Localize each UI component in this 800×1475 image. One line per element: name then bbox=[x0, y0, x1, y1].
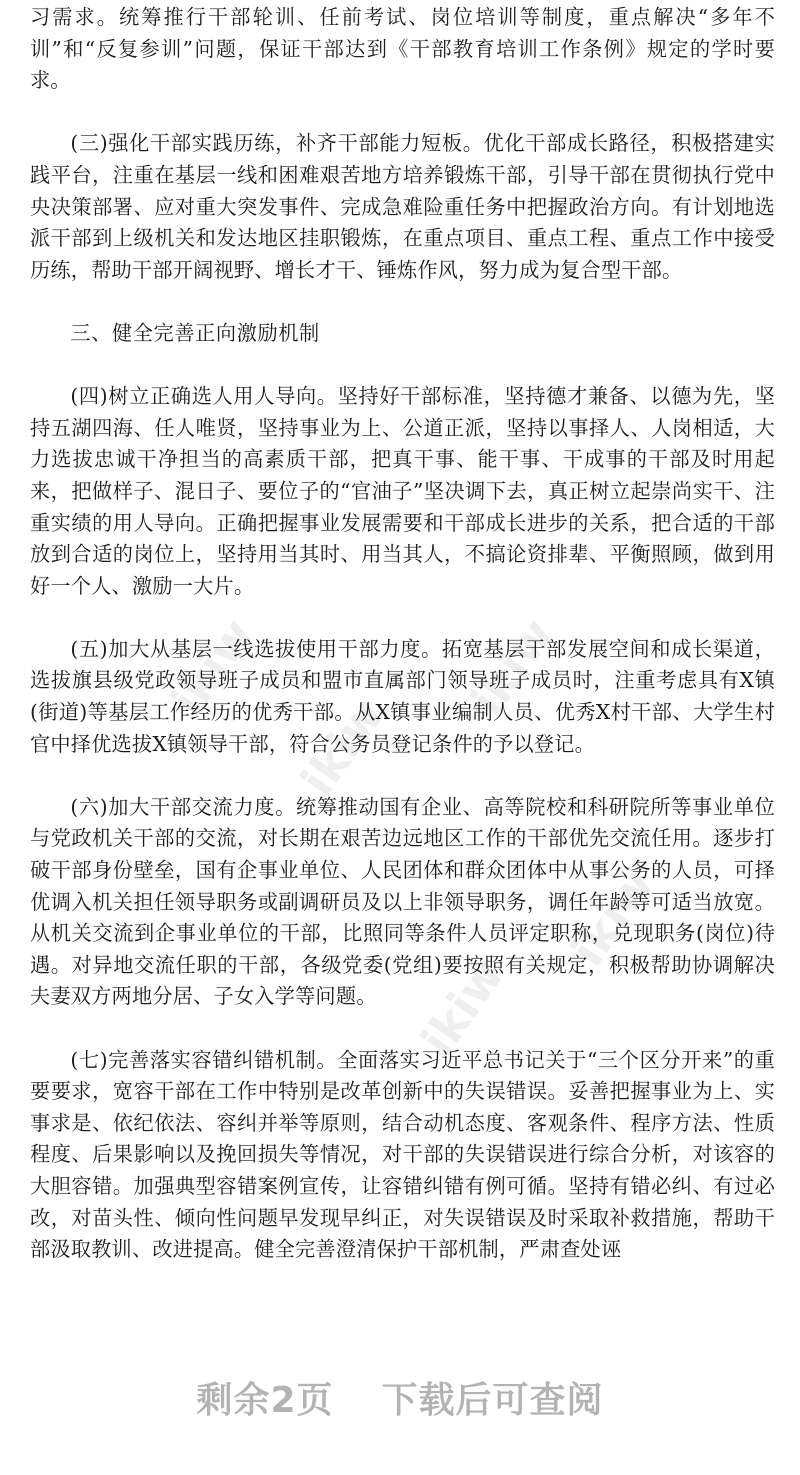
document-body bbox=[30, 0, 775, 1297]
download-prompt[interactable] bbox=[0, 1372, 800, 1423]
remaining-pages-label: 剩余2页 bbox=[196, 1380, 334, 1421]
watermark: ikiw bbox=[410, 948, 515, 1066]
paragraph-practice: (三)强化干部实践历练，补齐干部能力短板。优化干部成长路径，积极搭建实践平台，注重在基层一线和困难艰苦地方培养锻炼干部，引导干部在贯彻执行党中央决策部署、应对重大突发事件、完成急难险重任务中把握政治方向。有计划地选派干部到上级机关和发达地区挂职锻炼，在重点项目、重点工程、重点工作中接受历练，帮助干部开阔视野、增长才干、锤炼作风，努力成为复合型干部。 bbox=[30, 131, 775, 282]
paragraph-continued: 习需求。统筹推行干部轮训、任前考试、岗位培训等制度，重点解决“多年不训”和“反复参训”问题，保证干部达到《干部教育培训工作条例》规定的学时要求。 bbox=[30, 5, 775, 93]
paragraph-error-tolerance: (七)完善落实容错纠错机制。全面落实习近平总书记关于“三个区分开来”的重要要求，宽容干部在工作中特别是改革创新中的失误错误。妥善把握事业为上、实事求是、依纪依法、容纠并举等原则，结合动机态度、客观条件、程序方法、性质程度、后果影响以及挽回损失等情况，对干部的失误错误进行综合分析，对该容的大胆容错。加强典型容错案例宣传，让容错纠错有例可循。坚持有错必纠、有过必改，对苗头性、倾向性问题早发现早纠正，对失误错误及时采取补救措施，帮助干部汲取教训、改进提高。健全完善澄清保护干部机制，严肃查处诬 bbox=[30, 1047, 775, 1262]
watermark: ikiw bbox=[160, 608, 265, 726]
watermark: ikiw bbox=[290, 688, 395, 806]
watermark: ikiw bbox=[460, 608, 565, 726]
watermark: ikiw bbox=[560, 858, 665, 976]
section-heading: 三、健全完善正向激励机制 bbox=[70, 320, 320, 345]
paragraph-grassroots: (五)加大从基层一线选拔使用干部力度。拓宽基层干部发展空间和成长渠道，选拔旗县级党政领导班子成员和盟市直属部门领导班子成员时，注重考虑具有X镇(街道)等基层工作经历的优秀干部。从X镇事业编制人员、优秀X村干部、大学生村官中择优选拔X镇领导干部，符合公务员登记条件的予以登记。 bbox=[30, 636, 775, 756]
paragraph-selection: (四)树立正确选人用人导向。坚持好干部标准，坚持德才兼备、以德为先，坚持五湖四海、任人唯贤，坚持事业为上、公道正派，坚持以事择人、人岗相适，大力选拔忠诚干净担当的高素质干部，把真干事、能干事、干成事的干部及时用起来，把做样子、混日子、要位子的“官油子”坚决调下去，真正树立起崇尚实干、注重实绩的用人导向。正确把握事业发展需要和干部成长进步的关系，把合适的干部放到合适的岗位上，坚持用当其时、用当其人，不搞论资排辈、平衡照顾，做到用好一个人、激励一大片。 bbox=[30, 384, 775, 598]
download-label: 下载后可查阅 bbox=[381, 1380, 604, 1421]
paragraph-exchange: (六)加大干部交流力度。统筹推动国有企业、高等院校和科研院所等事业单位与党政机关干部的交流，对长期在艰苦边远地区工作的干部优先交流任用。逐步打破干部身份壁垒，国有企事业单位、人民团体和群众团体中从事公务的人员，可择优调入机关担任领导职务或副调研员及以上非领导职务，调任年龄等可适当放宽。从机关交流到企事业单位的干部，比照同等条件人员评定职称，兑现职务(岗位)待遇。对异地交流任职的干部，各级党委(党组)要按照有关规定，积极帮助协调解决夫妻双方两地分居、子女入学等问题。 bbox=[30, 794, 775, 1009]
